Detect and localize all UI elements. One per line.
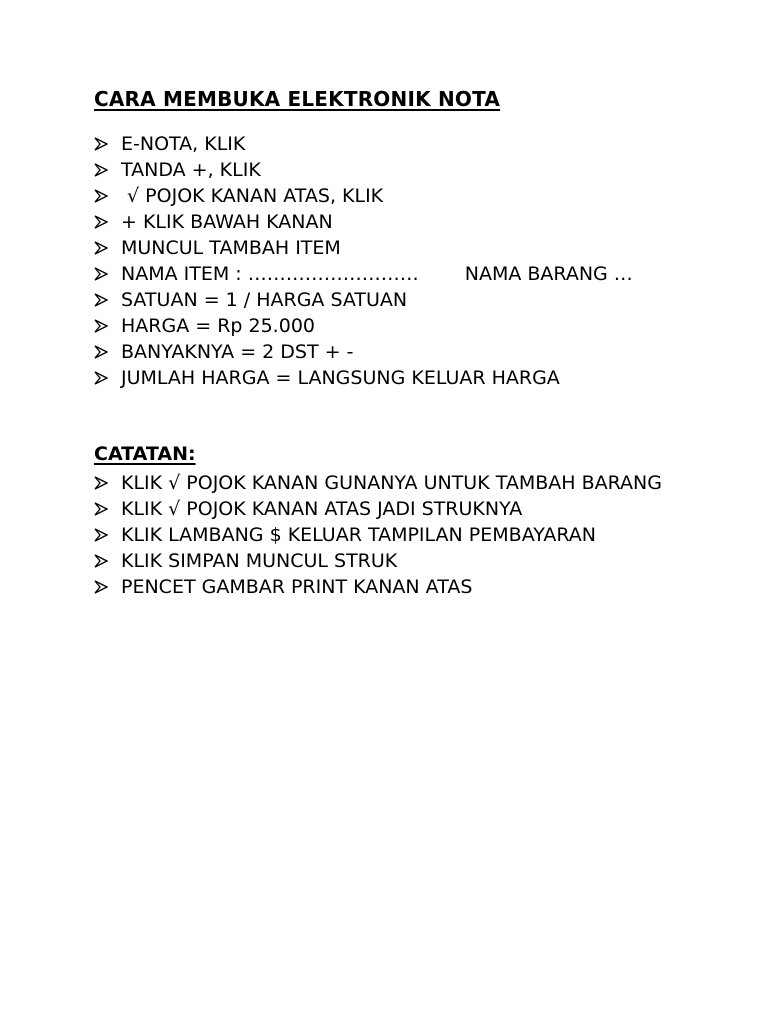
arrowhead-bullet-icon (94, 183, 108, 209)
list-item (94, 235, 633, 261)
list-item (94, 157, 633, 183)
steps-list (94, 131, 633, 391)
step-text: MUNCUL TAMBAH ITEM (121, 237, 341, 259)
step-text: JUMLAH HARGA = LANGSUNG KELUAR HARGA (121, 367, 560, 389)
step-text: HARGA = Rp 25.000 (121, 315, 315, 337)
arrowhead-bullet-icon (94, 313, 108, 339)
list-item (94, 470, 681, 496)
note-text: PENCET GAMBAR PRINT KANAN ATAS (121, 576, 473, 598)
arrowhead-bullet-icon (94, 470, 108, 496)
arrowhead-bullet-icon (94, 209, 108, 235)
note-text: KLIK LAMBANG $ KELUAR TAMPILAN PEMBAYARAN (121, 524, 596, 546)
arrowhead-bullet-icon (94, 131, 108, 157)
arrowhead-bullet-icon (94, 339, 108, 365)
step-text: BANYAKNYA = 2 DST + - (121, 341, 354, 363)
list-item (94, 548, 681, 574)
list-item (94, 131, 633, 157)
list-item (94, 522, 681, 548)
nama-barang-text: NAMA BARANG … (464, 263, 633, 285)
list-item (94, 209, 633, 235)
arrowhead-bullet-icon (94, 574, 108, 600)
list-item (94, 183, 633, 209)
list-item (94, 287, 633, 313)
list-item (94, 574, 681, 600)
list-item (94, 261, 633, 287)
arrowhead-bullet-icon (94, 522, 108, 548)
step-text: TANDA +, KLIK (121, 159, 261, 181)
arrowhead-bullet-icon (94, 235, 108, 261)
list-item (94, 496, 681, 522)
arrowhead-bullet-icon (94, 261, 108, 287)
arrowhead-bullet-icon (94, 287, 108, 313)
list-item (94, 339, 633, 365)
step-text: + KLIK BAWAH KANAN (121, 211, 333, 233)
notes-heading: CATATAN: (94, 443, 196, 465)
step-text: √ POJOK KANAN ATAS, KLIK (121, 185, 384, 207)
step-text: E-NOTA, KLIK (121, 133, 246, 155)
arrowhead-bullet-icon (94, 157, 108, 183)
list-item (94, 365, 633, 391)
notes-list (94, 470, 681, 600)
document-title: CARA MEMBUKA ELEKTRONIK NOTA (94, 87, 501, 111)
arrowhead-bullet-icon (94, 548, 108, 574)
list-item (94, 313, 633, 339)
note-text: KLIK √ POJOK KANAN ATAS JADI STRUKNYA (121, 498, 523, 520)
note-text: KLIK SIMPAN MUNCUL STRUK (121, 550, 398, 572)
arrowhead-bullet-icon (94, 496, 108, 522)
step-text: SATUAN = 1 / HARGA SATUAN (121, 289, 408, 311)
note-text: KLIK √ POJOK KANAN GUNANYA UNTUK TAMBAH BARANG (121, 472, 662, 494)
arrowhead-bullet-icon (94, 365, 108, 391)
nama-item-text: NAMA ITEM : ……………………… (121, 263, 419, 285)
